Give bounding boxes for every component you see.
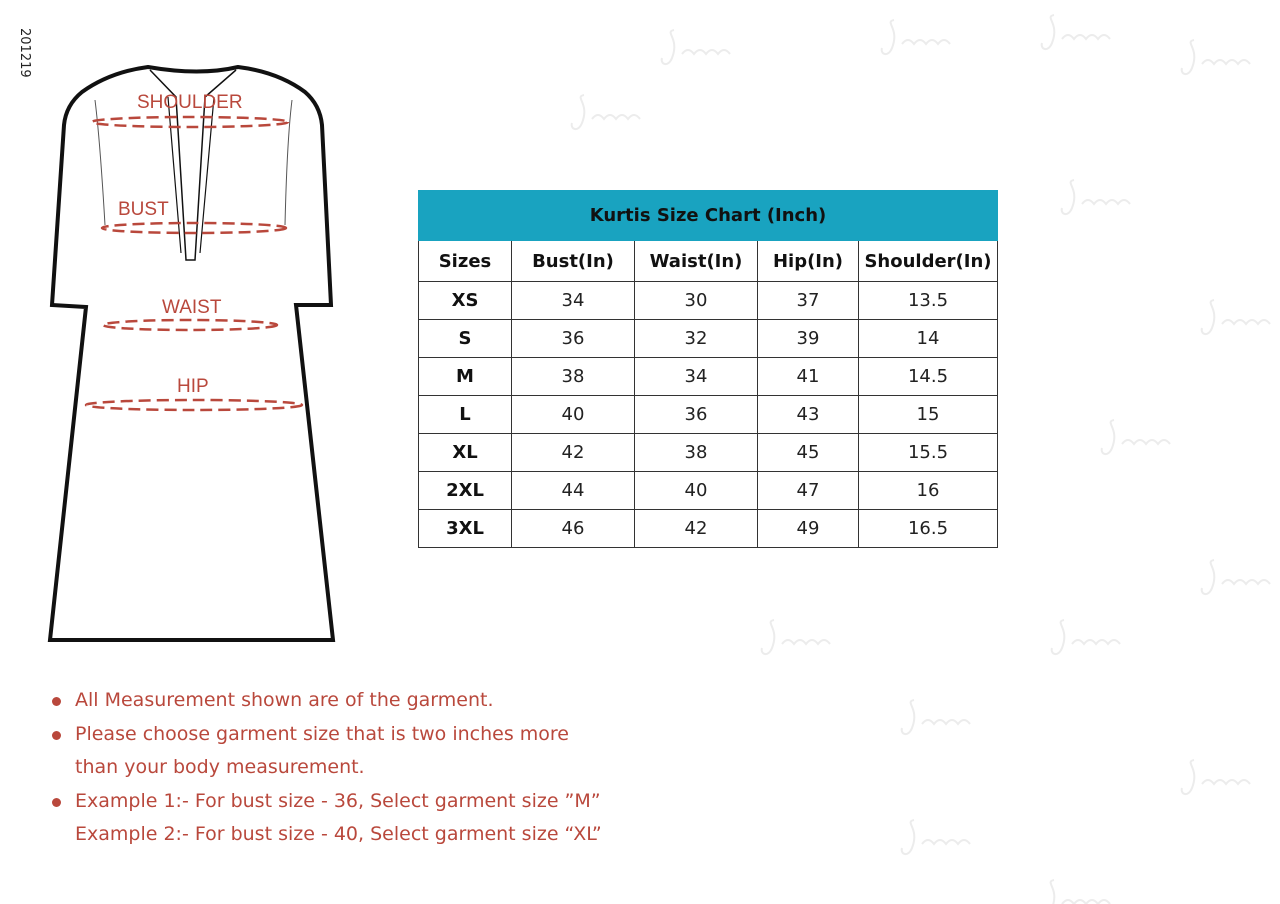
note-text: Please choose garment size that is two inches more (75, 722, 569, 745)
measurement-cell: 44 (512, 472, 635, 510)
watermark-logo (662, 30, 730, 64)
table-row (419, 320, 998, 358)
measurement-cell: 15.5 (859, 434, 998, 472)
size-cell: XS (419, 282, 512, 320)
measurement-cell: 36 (635, 396, 758, 434)
measurement-cell: 40 (512, 396, 635, 434)
table-row (419, 472, 998, 510)
size-cell: L (419, 396, 512, 434)
watermark-logo (1042, 15, 1110, 49)
size-cell: 3XL (419, 510, 512, 548)
table-row (419, 358, 998, 396)
watermark-logo (882, 20, 950, 54)
table-row (419, 434, 998, 472)
product-code: 201219 (17, 28, 32, 78)
note-text: Example 1:- For bust size - 36, Select garment size ”M” (75, 789, 601, 812)
measurement-cell: 45 (758, 434, 859, 472)
column-header-sizes: Sizes (419, 241, 512, 282)
measurement-cell: 46 (512, 510, 635, 548)
watermark-logo (1102, 420, 1170, 454)
hip-label: HIP (177, 376, 209, 397)
measurement-cell: 37 (758, 282, 859, 320)
note-item (50, 684, 602, 718)
column-header-bust: Bust(In) (512, 241, 635, 282)
size-chart-table (418, 190, 998, 548)
measurement-cell: 38 (635, 434, 758, 472)
watermark-logo (1202, 300, 1270, 334)
measurement-cell: 32 (635, 320, 758, 358)
note-item (50, 785, 602, 819)
measurement-cell: 34 (512, 282, 635, 320)
table-row (419, 282, 998, 320)
watermark-logo (1052, 620, 1120, 654)
note-item (50, 718, 602, 752)
measurement-cell: 41 (758, 358, 859, 396)
measurement-cell: 40 (635, 472, 758, 510)
measurement-cell: 42 (512, 434, 635, 472)
size-cell: 2XL (419, 472, 512, 510)
measurement-cell: 14 (859, 320, 998, 358)
note-item (50, 751, 602, 785)
measurement-cell: 36 (512, 320, 635, 358)
watermark-logo (572, 95, 640, 129)
watermark-logo (902, 820, 970, 854)
measurement-cell: 13.5 (859, 282, 998, 320)
measurement-cell: 49 (758, 510, 859, 548)
watermark-logo (1182, 40, 1250, 74)
measurement-cell: 34 (635, 358, 758, 396)
watermark-logo (1182, 760, 1250, 794)
shoulder-label: SHOULDER (137, 92, 243, 113)
measurement-cell: 47 (758, 472, 859, 510)
note-text: Example 2:- For bust size - 40, Select garment size “XL” (75, 823, 602, 845)
watermark-logo (1202, 560, 1270, 594)
measurement-cell: 16.5 (859, 510, 998, 548)
note-item (50, 818, 602, 852)
table-row (419, 396, 998, 434)
measurement-cell: 30 (635, 282, 758, 320)
column-header-hip: Hip(In) (758, 241, 859, 282)
measurement-cell: 38 (512, 358, 635, 396)
column-header-waist: Waist(In) (635, 241, 758, 282)
bust-label: BUST (118, 199, 169, 220)
waist-label: WAIST (162, 297, 222, 318)
bullet-icon (52, 697, 61, 706)
note-text: than your body measurement. (75, 756, 365, 778)
measurement-cell: 16 (859, 472, 998, 510)
note-text: All Measurement shown are of the garment. (75, 689, 494, 711)
watermark-logo (1042, 880, 1110, 904)
watermark-logo (762, 620, 830, 654)
measurement-cell: 39 (758, 320, 859, 358)
table-row (419, 510, 998, 548)
bullet-icon (52, 798, 61, 807)
size-cell: XL (419, 434, 512, 472)
column-header-shoulder: Shoulder(In) (859, 241, 998, 282)
watermark-logo (902, 700, 970, 734)
measurement-cell: 42 (635, 510, 758, 548)
measurement-cell: 43 (758, 396, 859, 434)
measurement-notes (50, 684, 602, 852)
measurement-cell: 14.5 (859, 358, 998, 396)
size-cell: M (419, 358, 512, 396)
watermark-logo (1062, 180, 1130, 214)
size-chart-title: Kurtis Size Chart (Inch) (419, 191, 998, 241)
measurement-cell: 15 (859, 396, 998, 434)
size-cell: S (419, 320, 512, 358)
bullet-icon (52, 731, 61, 740)
